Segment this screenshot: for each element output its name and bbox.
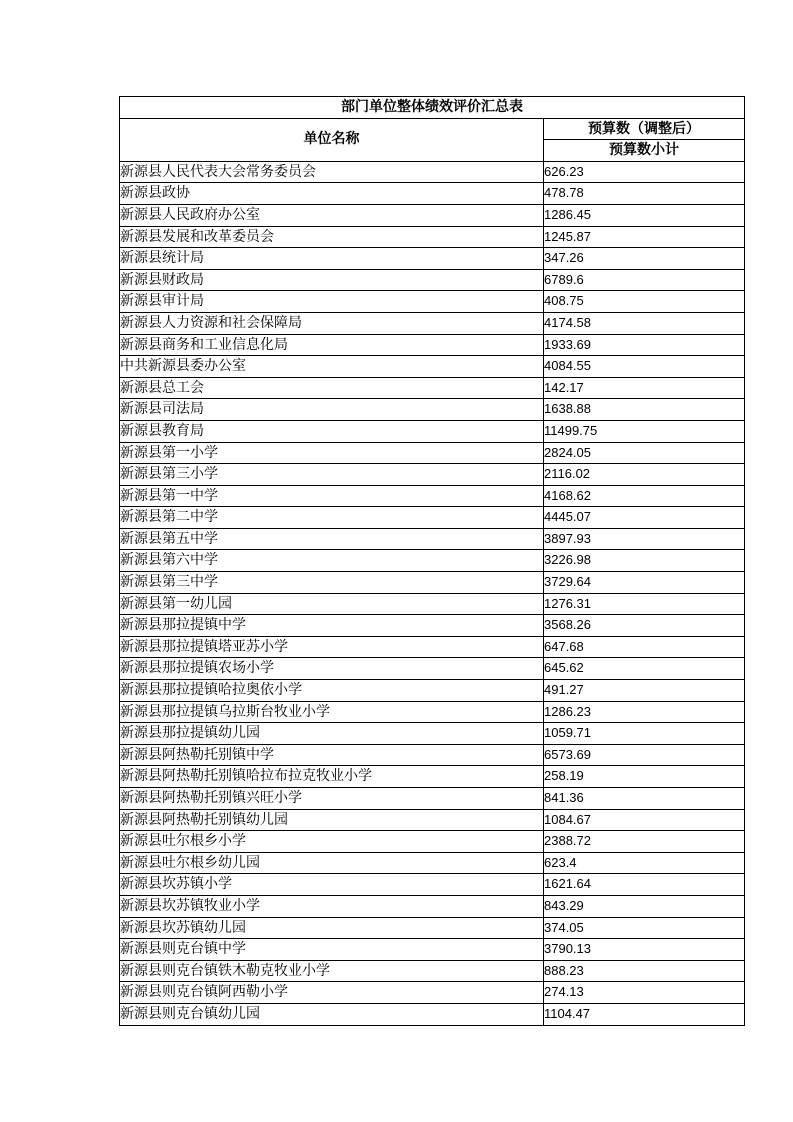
table-row <box>120 377 745 399</box>
unit-name-cell: 新源县人民代表大会常务委员会 <box>120 161 544 183</box>
unit-name-cell: 新源县财政局 <box>120 269 544 291</box>
unit-name-cell: 新源县发展和改革委员会 <box>120 226 544 248</box>
unit-name-cell: 新源县第五中学 <box>120 528 544 550</box>
table-row <box>120 420 745 442</box>
budget-value-cell: 142.17 <box>544 377 745 399</box>
table-row <box>120 356 745 378</box>
unit-name-cell: 新源县吐尔根乡幼儿园 <box>120 852 544 874</box>
unit-name-cell: 新源县那拉提镇幼儿园 <box>120 723 544 745</box>
table-row <box>120 788 745 810</box>
budget-value-cell: 258.19 <box>544 766 745 788</box>
unit-name-cell: 新源县吐尔根乡小学 <box>120 831 544 853</box>
budget-value-cell: 1933.69 <box>544 334 745 356</box>
unit-name-cell: 新源县第三小学 <box>120 464 544 486</box>
summary-sheet <box>119 96 744 1026</box>
table-row <box>120 701 745 723</box>
unit-name-cell: 新源县那拉提镇塔亚苏小学 <box>120 636 544 658</box>
unit-name-cell: 新源县第一中学 <box>120 485 544 507</box>
budget-value-cell: 626.23 <box>544 161 745 183</box>
unit-name-cell: 新源县司法局 <box>120 399 544 421</box>
table-row <box>120 766 745 788</box>
unit-name-cell: 新源县那拉提镇乌拉斯台牧业小学 <box>120 701 544 723</box>
table-row <box>120 939 745 961</box>
table-row <box>120 1003 745 1025</box>
budget-value-cell: 1286.45 <box>544 204 745 226</box>
unit-name-cell: 新源县则克台镇铁木勒克牧业小学 <box>120 960 544 982</box>
unit-name-cell: 新源县统计局 <box>120 248 544 270</box>
budget-value-cell: 1245.87 <box>544 226 745 248</box>
budget-value-cell: 4168.62 <box>544 485 745 507</box>
table-row <box>120 334 745 356</box>
budget-value-cell: 841.36 <box>544 788 745 810</box>
table-row <box>120 852 745 874</box>
table-row <box>120 593 745 615</box>
unit-name-cell: 新源县审计局 <box>120 291 544 313</box>
budget-value-cell: 6573.69 <box>544 744 745 766</box>
unit-name-cell: 新源县坎苏镇小学 <box>120 874 544 896</box>
unit-name-cell: 新源县阿热勒托别镇幼儿园 <box>120 809 544 831</box>
budget-value-cell: 2824.05 <box>544 442 745 464</box>
unit-name-cell: 新源县政协 <box>120 183 544 205</box>
table-row <box>120 269 745 291</box>
table-row <box>120 204 745 226</box>
table-row <box>120 615 745 637</box>
budget-value-cell: 4174.58 <box>544 312 745 334</box>
unit-name-cell: 新源县人民政府办公室 <box>120 204 544 226</box>
budget-value-cell: 2388.72 <box>544 831 745 853</box>
budget-value-cell: 645.62 <box>544 658 745 680</box>
table-row <box>120 464 745 486</box>
budget-value-cell: 623.4 <box>544 852 745 874</box>
unit-name-cell: 中共新源县委办公室 <box>120 356 544 378</box>
unit-name-cell: 新源县第三中学 <box>120 572 544 594</box>
unit-name-cell: 新源县阿热勒托别镇兴旺小学 <box>120 788 544 810</box>
budget-value-cell: 1104.47 <box>544 1003 745 1025</box>
table-row <box>120 917 745 939</box>
budget-value-cell: 478.78 <box>544 183 745 205</box>
table-row <box>120 831 745 853</box>
performance-summary-table <box>119 96 745 1026</box>
budget-value-cell: 1059.71 <box>544 723 745 745</box>
unit-name-cell: 新源县阿热勒托别镇中学 <box>120 744 544 766</box>
title-row <box>120 97 745 119</box>
budget-value-cell: 3729.64 <box>544 572 745 594</box>
table-row <box>120 960 745 982</box>
table-row <box>120 744 745 766</box>
budget-value-cell: 6789.6 <box>544 269 745 291</box>
table-row <box>120 507 745 529</box>
unit-name-cell: 新源县第一小学 <box>120 442 544 464</box>
budget-value-cell: 408.75 <box>544 291 745 313</box>
budget-value-cell: 1276.31 <box>544 593 745 615</box>
budget-value-cell: 3226.98 <box>544 550 745 572</box>
budget-value-cell: 274.13 <box>544 982 745 1004</box>
budget-value-cell: 843.29 <box>544 895 745 917</box>
unit-name-cell: 新源县则克台镇中学 <box>120 939 544 961</box>
table-row <box>120 485 745 507</box>
budget-value-cell: 491.27 <box>544 680 745 702</box>
budget-value-cell: 1286.23 <box>544 701 745 723</box>
budget-adjusted-header: 预算数（调整后） <box>544 118 745 140</box>
budget-subtotal-header: 预算数小计 <box>544 140 745 162</box>
table-row <box>120 291 745 313</box>
unit-name-header: 单位名称 <box>120 118 544 161</box>
budget-value-cell: 374.05 <box>544 917 745 939</box>
unit-name-cell: 新源县那拉提镇农场小学 <box>120 658 544 680</box>
budget-value-cell: 888.23 <box>544 960 745 982</box>
table-row <box>120 550 745 572</box>
budget-value-cell: 2116.02 <box>544 464 745 486</box>
budget-value-cell: 347.26 <box>544 248 745 270</box>
table-row <box>120 161 745 183</box>
budget-value-cell: 3568.26 <box>544 615 745 637</box>
unit-name-cell: 新源县人力资源和社会保障局 <box>120 312 544 334</box>
unit-name-cell: 新源县总工会 <box>120 377 544 399</box>
table-row <box>120 636 745 658</box>
budget-value-cell: 1621.64 <box>544 874 745 896</box>
unit-name-cell: 新源县坎苏镇牧业小学 <box>120 895 544 917</box>
table-row <box>120 982 745 1004</box>
table-row <box>120 658 745 680</box>
budget-value-cell: 3897.93 <box>544 528 745 550</box>
unit-name-cell: 新源县则克台镇阿西勒小学 <box>120 982 544 1004</box>
unit-name-cell: 新源县则克台镇幼儿园 <box>120 1003 544 1025</box>
unit-name-cell: 新源县教育局 <box>120 420 544 442</box>
budget-value-cell: 1084.67 <box>544 809 745 831</box>
budget-value-cell: 4445.07 <box>544 507 745 529</box>
budget-value-cell: 647.68 <box>544 636 745 658</box>
table-row <box>120 399 745 421</box>
unit-name-cell: 新源县坎苏镇幼儿园 <box>120 917 544 939</box>
unit-name-cell: 新源县那拉提镇中学 <box>120 615 544 637</box>
table-row <box>120 442 745 464</box>
budget-value-cell: 4084.55 <box>544 356 745 378</box>
budget-value-cell: 11499.75 <box>544 420 745 442</box>
table-row <box>120 895 745 917</box>
header-row <box>120 118 745 140</box>
table-title: 部门单位整体绩效评价汇总表 <box>120 97 745 119</box>
table-row <box>120 312 745 334</box>
unit-name-cell: 新源县商务和工业信息化局 <box>120 334 544 356</box>
unit-name-cell: 新源县第一幼儿园 <box>120 593 544 615</box>
table-row <box>120 226 745 248</box>
table-row <box>120 248 745 270</box>
table-row <box>120 809 745 831</box>
unit-name-cell: 新源县第二中学 <box>120 507 544 529</box>
unit-name-cell: 新源县第六中学 <box>120 550 544 572</box>
unit-name-cell: 新源县阿热勒托别镇哈拉布拉克牧业小学 <box>120 766 544 788</box>
table-row <box>120 680 745 702</box>
table-row <box>120 572 745 594</box>
table-row <box>120 528 745 550</box>
unit-name-cell: 新源县那拉提镇哈拉奥依小学 <box>120 680 544 702</box>
budget-value-cell: 1638.88 <box>544 399 745 421</box>
table-row <box>120 723 745 745</box>
table-row <box>120 183 745 205</box>
budget-value-cell: 3790.13 <box>544 939 745 961</box>
table-row <box>120 874 745 896</box>
